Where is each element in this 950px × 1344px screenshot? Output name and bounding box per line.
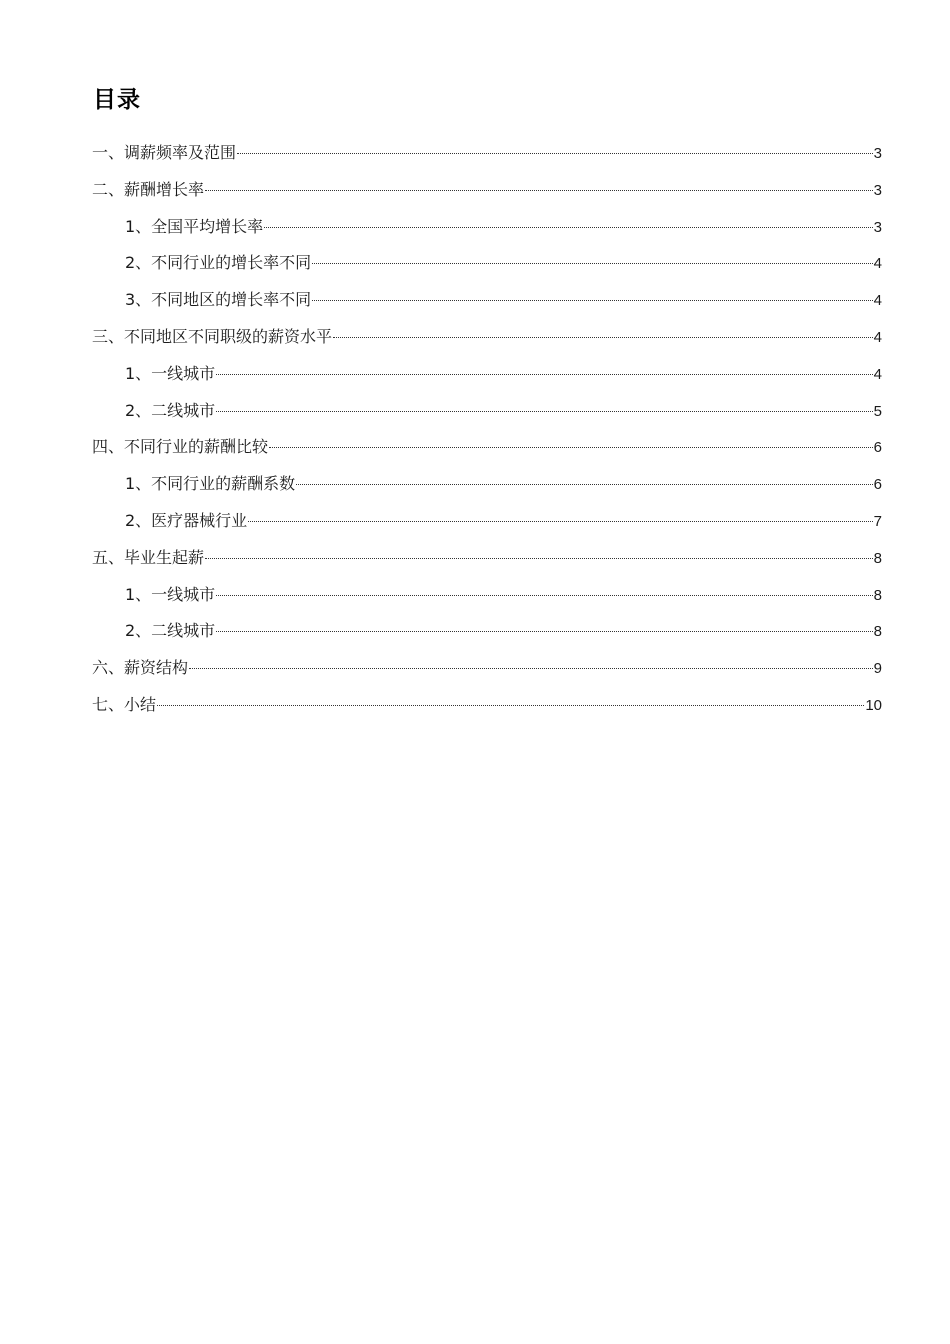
dot-leader: [216, 374, 872, 375]
toc-page-number: 3: [873, 145, 882, 162]
toc-entry[interactable]: [92, 139, 882, 176]
dot-leader: [312, 300, 872, 301]
toc-page-number: 6: [873, 476, 882, 494]
toc-entry[interactable]: [92, 617, 882, 654]
dot-leader: [216, 631, 872, 632]
toc-page-number: 6: [873, 439, 882, 457]
toc-page-number: 8: [873, 623, 882, 641]
toc-entry[interactable]: [92, 323, 882, 360]
toc-entry-label: 1、不同行业的薪酬系数: [125, 474, 296, 494]
toc-page-number: 5: [873, 402, 882, 420]
dot-leader: [264, 227, 872, 228]
dot-leader: [216, 595, 872, 596]
toc-entry-label: 1、一线城市: [125, 584, 216, 604]
toc-page-number: 4: [873, 328, 882, 346]
dot-leader: [205, 558, 873, 559]
toc-entry[interactable]: [92, 654, 882, 691]
table-of-contents: [92, 139, 882, 728]
dot-leader: [333, 337, 873, 338]
toc-entry[interactable]: [92, 691, 882, 728]
toc-entry-label: 2、医疗器械行业: [125, 510, 248, 530]
dot-leader: [269, 447, 873, 448]
toc-page-number: 4: [873, 365, 882, 383]
toc-entry-label: 2、不同行业的增长率不同: [125, 253, 312, 273]
dot-leader: [312, 263, 872, 264]
toc-page-number: 3: [873, 181, 882, 199]
toc-entry-label: 四、不同行业的薪酬比较: [92, 437, 269, 457]
toc-entry-label: 1、一线城市: [125, 363, 216, 383]
toc-entry[interactable]: [92, 433, 882, 470]
dot-leader: [189, 668, 873, 669]
toc-entry-label: 一、调薪频率及范围: [92, 143, 237, 162]
toc-entry-label: 3、不同地区的增长率不同: [125, 290, 312, 310]
toc-entry-label: 2、二线城市: [125, 621, 216, 641]
dot-leader: [216, 411, 872, 412]
toc-entry-label: 二、薪酬增长率: [92, 179, 205, 199]
toc-entry[interactable]: [92, 286, 882, 323]
toc-page-number: 4: [873, 255, 882, 273]
toc-page-number: 4: [873, 292, 882, 310]
toc-entry[interactable]: [92, 249, 882, 286]
toc-entry[interactable]: [92, 213, 882, 250]
toc-entry[interactable]: [92, 176, 882, 213]
toc-entry[interactable]: [92, 581, 882, 618]
toc-page-number: 8: [873, 549, 882, 567]
toc-page-number: 10: [865, 696, 882, 714]
toc-page-number: 8: [873, 586, 882, 604]
toc-entry-label: 六、薪资结构: [92, 658, 189, 678]
toc-entry[interactable]: [92, 397, 882, 434]
toc-title: 目录: [93, 87, 141, 113]
toc-entry-label: 三、不同地区不同职级的薪资水平: [92, 326, 333, 346]
toc-entry[interactable]: [92, 544, 882, 581]
toc-entry[interactable]: [92, 360, 882, 397]
toc-entry-label: 2、二线城市: [125, 400, 216, 420]
toc-entry[interactable]: [92, 470, 882, 507]
toc-entry[interactable]: [92, 507, 882, 544]
dot-leader: [248, 521, 872, 522]
toc-page-number: 9: [873, 660, 882, 678]
dot-leader: [296, 484, 872, 485]
toc-entry-label: 1、全国平均增长率: [125, 216, 264, 236]
toc-page-number: 7: [873, 512, 882, 530]
dot-leader: [157, 705, 864, 706]
toc-page-number: 3: [873, 218, 882, 236]
dot-leader: [205, 190, 873, 191]
dot-leader: [237, 153, 873, 154]
toc-entry-label: 七、小结: [92, 694, 157, 714]
toc-entry-label: 五、毕业生起薪: [92, 547, 205, 567]
